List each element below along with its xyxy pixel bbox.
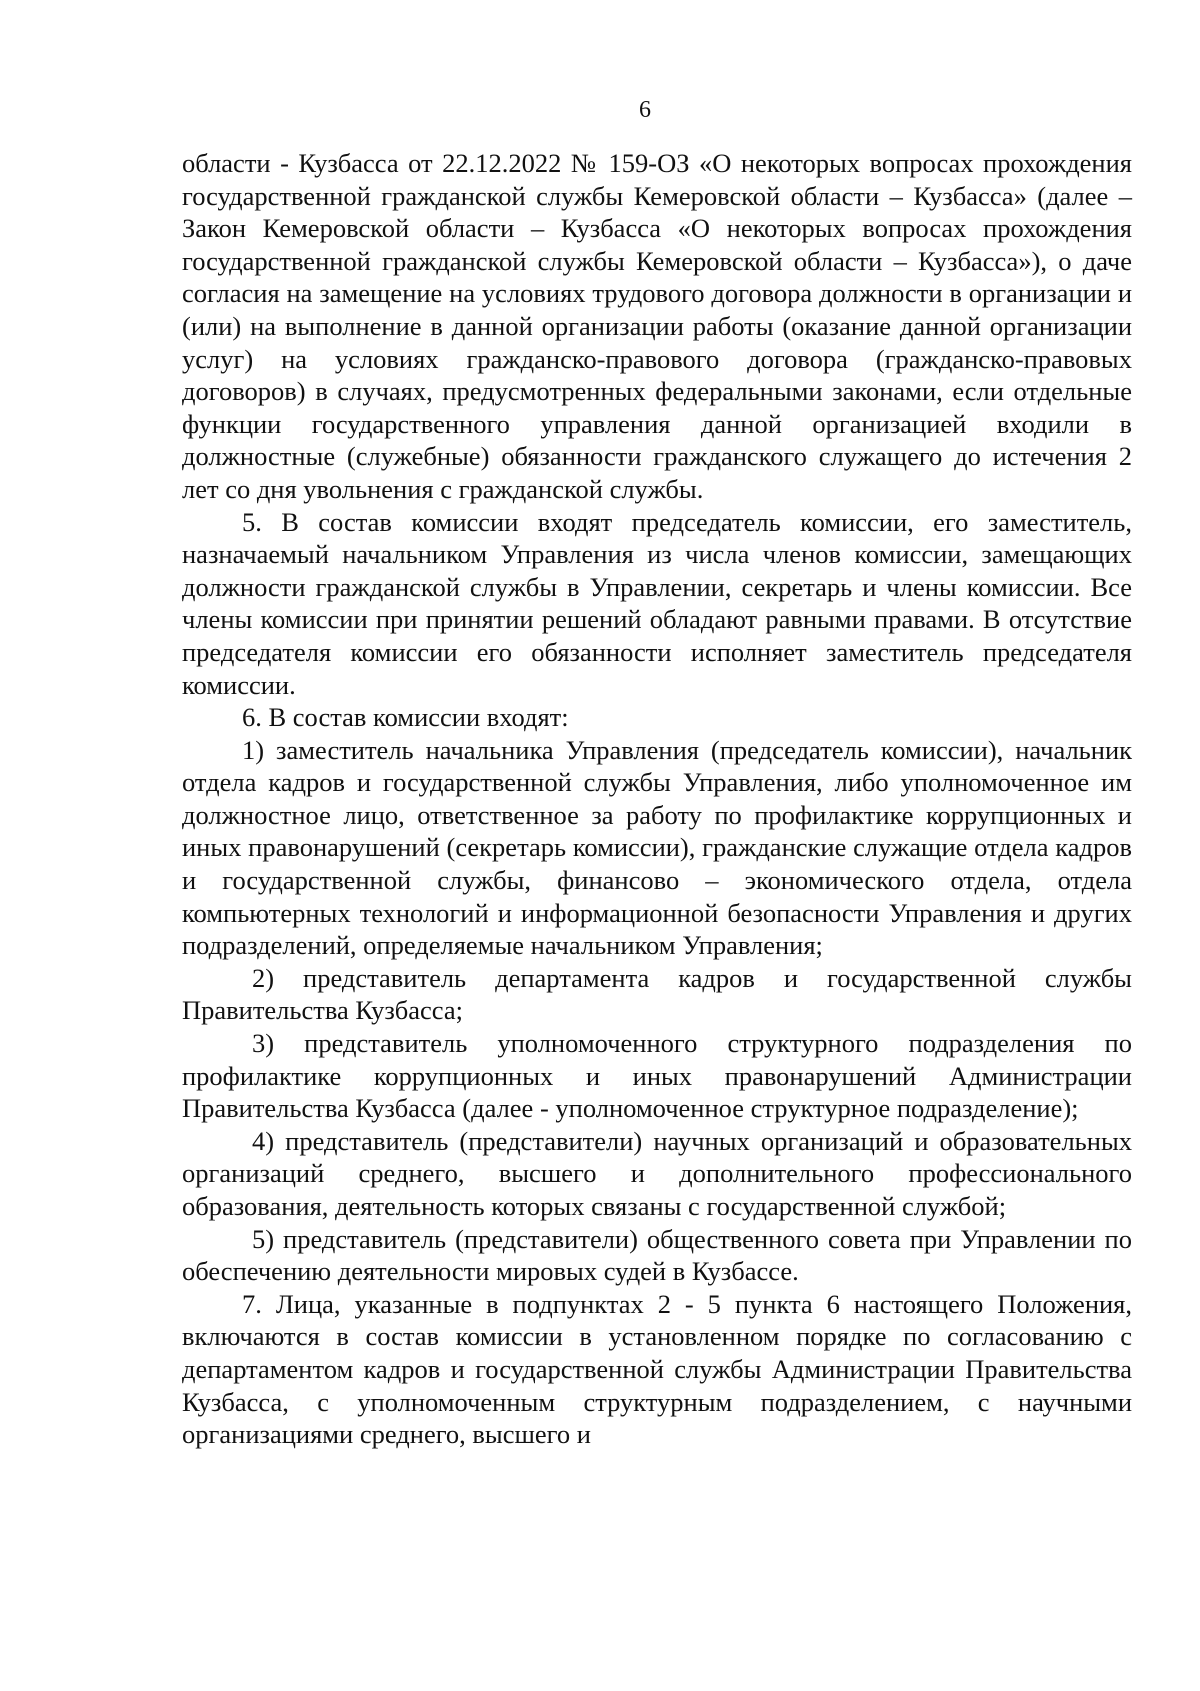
- subitem-2: 2) представитель департамента кадров и государственной службы Правительства Кузбасса;: [182, 962, 1132, 1026]
- subitem-4: 4) представитель (представители) научных организаций и образовательных организаций среднего, высшего и дополнительного профессионального образования, деятельность которых связаны с государственной службой;: [182, 1125, 1132, 1221]
- paragraph-item-6: 6. В состав комиссии входят:: [242, 702, 569, 733]
- subitem-5: 5) представитель (представители) общественного совета при Управлении по обеспечению деятельности мировых судей в Кузбассе.: [182, 1223, 1132, 1287]
- paragraph-continuation: области - Кузбасса от 22.12.2022 № 159-ОЗ «О некоторых вопросах прохождения государственной гражданской службы Кемеровской области – Кузбасса» (далее – Закон Кемеровской области – Кузбасса «О некоторых вопросах прохождения государственной гражданской службы Кемеровской области – Кузбасса»), о даче согласия на замещение на условиях трудового договора должности в организации и (или) на выполнение в данной организации работы (оказание данной организации услуг) на условиях гражданско-правового договора (гражданско-правовых договоров) в случаях, предусмотренных федеральными законами, если отдельные функции государственного управления данной организацией входили в должностные (служебные) обязанности гражданского служащего до истечения 2 лет со дня увольнения с гражданской службы.: [182, 148, 1132, 504]
- paragraph-item-5: 5. В состав комиссии входят председатель комиссии, его заместитель, назначаемый начальником Управления из числа членов комиссии, замещающих должности гражданской службы в Управлении, секретарь и члены комиссии. Все члены комиссии при принятии решений обладают равными правами. В отсутствие председателя комиссии его обязанности исполняет заместитель председателя комиссии.: [182, 506, 1132, 700]
- subitem-3: 3) представитель уполномоченного структурного подразделения по профилактике коррупционных и иных правонарушений Администрации Правительства Кузбасса (далее - уполномоченное структурное подразделение);: [182, 1028, 1132, 1124]
- paragraph-item-7: 7. Лица, указанные в подпунктах 2 - 5 пункта 6 настоящего Положения, включаются в состав комиссии в установленном порядке по согласованию с департаментом кадров и государственной службы Администрации Правительства Кузбасса, с уполномоченным структурным подразделением, с научными организациями среднего, высшего и: [182, 1288, 1132, 1450]
- document-body: [182, 147, 1132, 1451]
- page-number: 6: [639, 97, 651, 123]
- subitem-1: 1) заместитель начальника Управления (председатель комиссии), начальник отдела кадров и государственной службы Управления, либо уполномоченное им должностное лицо, ответственное за работу по профилактике коррупционных и иных правонарушений (секретарь комиссии), гражданские служащие отдела кадров и государственной службы, финансово – экономического отдела, отдела компьютерных технологий и информационной безопасности Управления и других подразделений, определяемые начальником Управления;: [182, 734, 1132, 961]
